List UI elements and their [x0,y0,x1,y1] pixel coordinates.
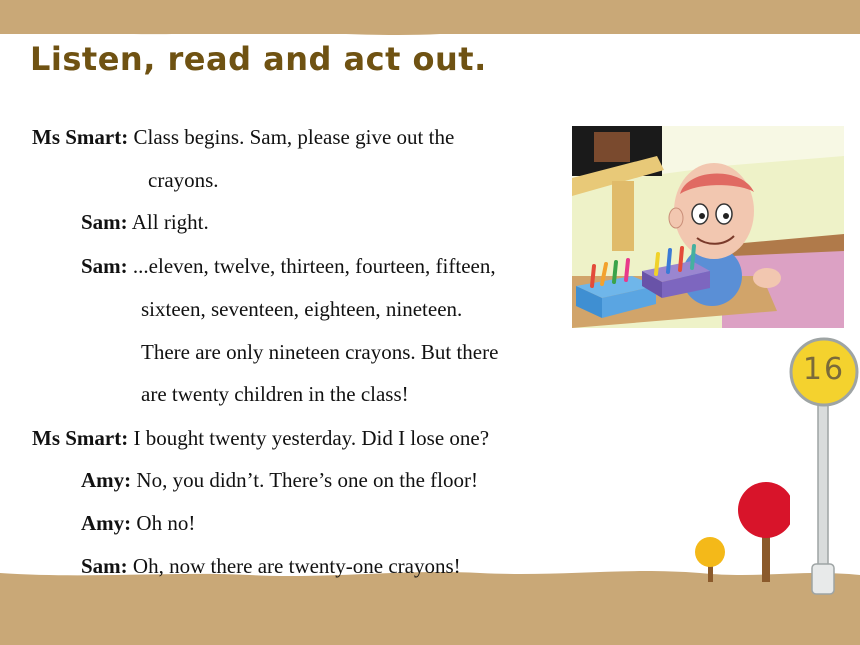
speaker-name: Amy: [81,511,132,535]
speaker-name: Sam: [81,210,128,234]
dialogue-line [81,468,478,493]
dialogue-line [32,426,489,451]
dialogue-text: crayons. [148,168,219,192]
trees-decoration [690,480,790,590]
speaker-name: Ms Smart: [32,426,129,450]
page-title: Listen, read and act out. [30,40,487,78]
dialogue-text: There are only nineteen crayons. But there [141,340,499,364]
dialogue-line [141,340,498,365]
speaker-name: Ms Smart: [32,125,129,149]
speaker-name: Sam: [81,254,128,278]
page-number: 16 [802,352,846,387]
dialogue-text: Oh no! [136,511,196,535]
dialogue-line [141,382,409,407]
dialogue-line [32,125,454,150]
dialogue-text: I bought twenty yesterday. Did I lose one? [133,426,490,450]
dialogue-line [81,254,496,279]
speaker-name: Amy: [81,468,132,492]
dialogue-text: are twenty children in the class! [141,382,409,406]
dialogue-text: Oh, now there are twenty-one crayons! [132,554,461,578]
dialogue-text: sixteen, seventeen, eighteen, nineteen. [141,297,463,321]
dialogue-line [81,210,209,235]
speaker-name: Sam: [81,554,128,578]
top-torn-edge [0,22,860,40]
dialogue-line [81,554,461,579]
dialogue-line [81,511,195,536]
dialogue-text: Class begins. Sam, please give out the [133,125,455,149]
dialogue-line [141,297,462,322]
dialogue-text: No, you didn’t. There’s one on the floor! [136,468,478,492]
dialogue-text: All right. [131,210,209,234]
dialogue-text: ...eleven, twelve, thirteen, fourteen, fifteen, [132,254,496,278]
boy-with-crayons-illustration [572,126,844,328]
dialogue-line [148,168,219,193]
